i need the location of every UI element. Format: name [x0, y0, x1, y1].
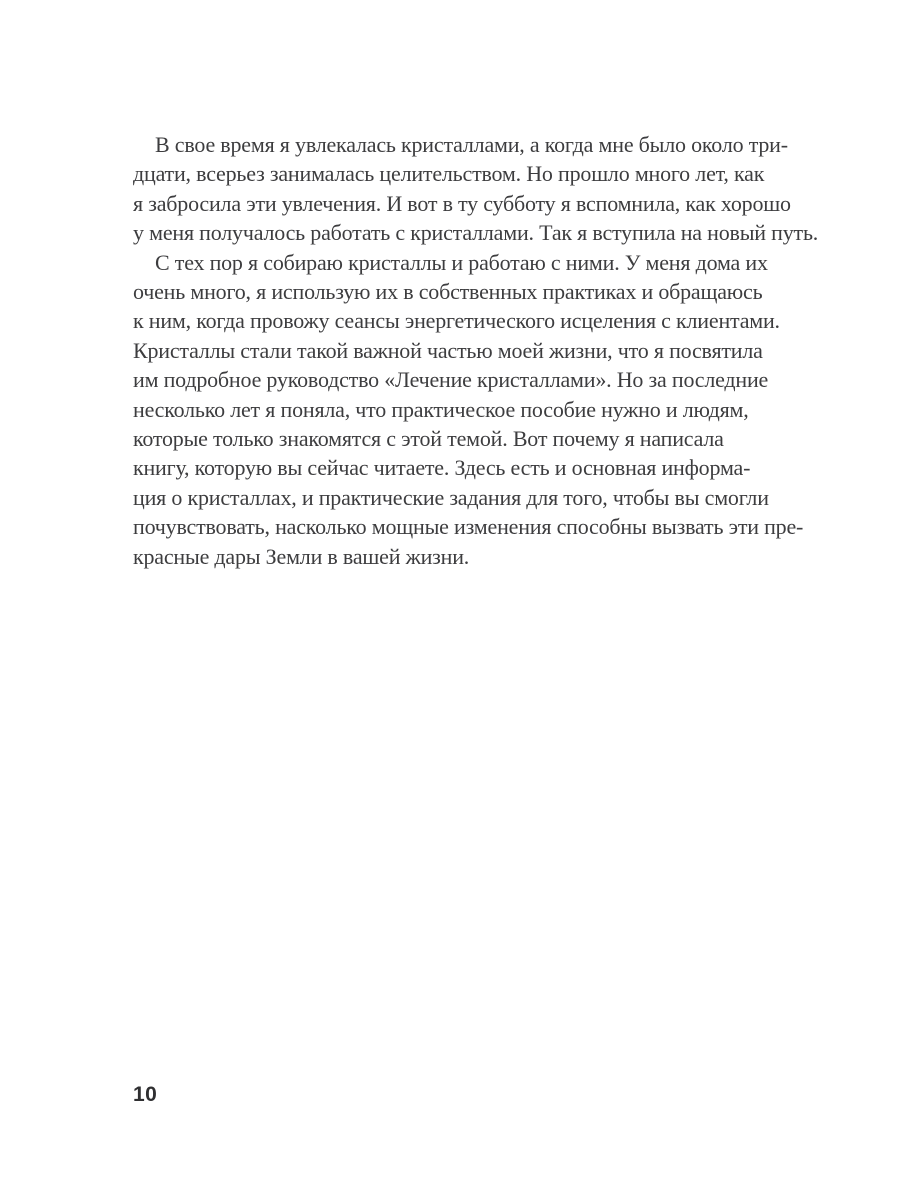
text-line: ция о кристаллах, и практические задания для того, чтобы вы смогли — [133, 484, 769, 510]
text-line: которые только знакомятся с этой темой. Вот почему я написала — [133, 426, 724, 452]
text-line: красные дары Земли в вашей жизни. — [133, 543, 470, 569]
text-line: почувствовать, насколько мощные изменения способны вызвать эти пре- — [133, 514, 804, 540]
text-line: Кристаллы стали такой важной частью моей жизни, что я посвятила — [133, 337, 763, 363]
text-line: дцати, всерьез занималась целительством. Но прошло много лет, как — [133, 161, 765, 187]
text-line: я забросила эти увлечения. И вот в ту субботу я вспомнила, как хорошо — [133, 190, 791, 216]
paragraph-1 — [133, 130, 878, 248]
page-number: 10 — [133, 1083, 158, 1106]
text-line: книгу, которую вы сейчас читаете. Здесь есть и основная информа- — [133, 455, 751, 481]
text-line: у меня получалось работать с кристаллами. Так я вступила на новый путь. — [133, 220, 819, 246]
text-line: несколько лет я поняла, что практическое пособие нужно и людям, — [133, 396, 749, 422]
text-line: С тех пор я собираю кристаллы и работаю с ними. У меня дома их — [155, 249, 768, 275]
text-line: к ним, когда провожу сеансы энергетического исцеления с клиентами. — [133, 308, 780, 334]
body-text — [133, 130, 878, 571]
text-line: им подробное руководство «Лечение кристаллами». Но за последние — [133, 367, 769, 393]
text-line: В свое время я увлекалась кристаллами, а когда мне было около три- — [155, 132, 788, 157]
text-line: очень много, я использую их в собственных практиках и обращаюсь — [133, 279, 763, 305]
paragraph-2 — [133, 248, 878, 571]
